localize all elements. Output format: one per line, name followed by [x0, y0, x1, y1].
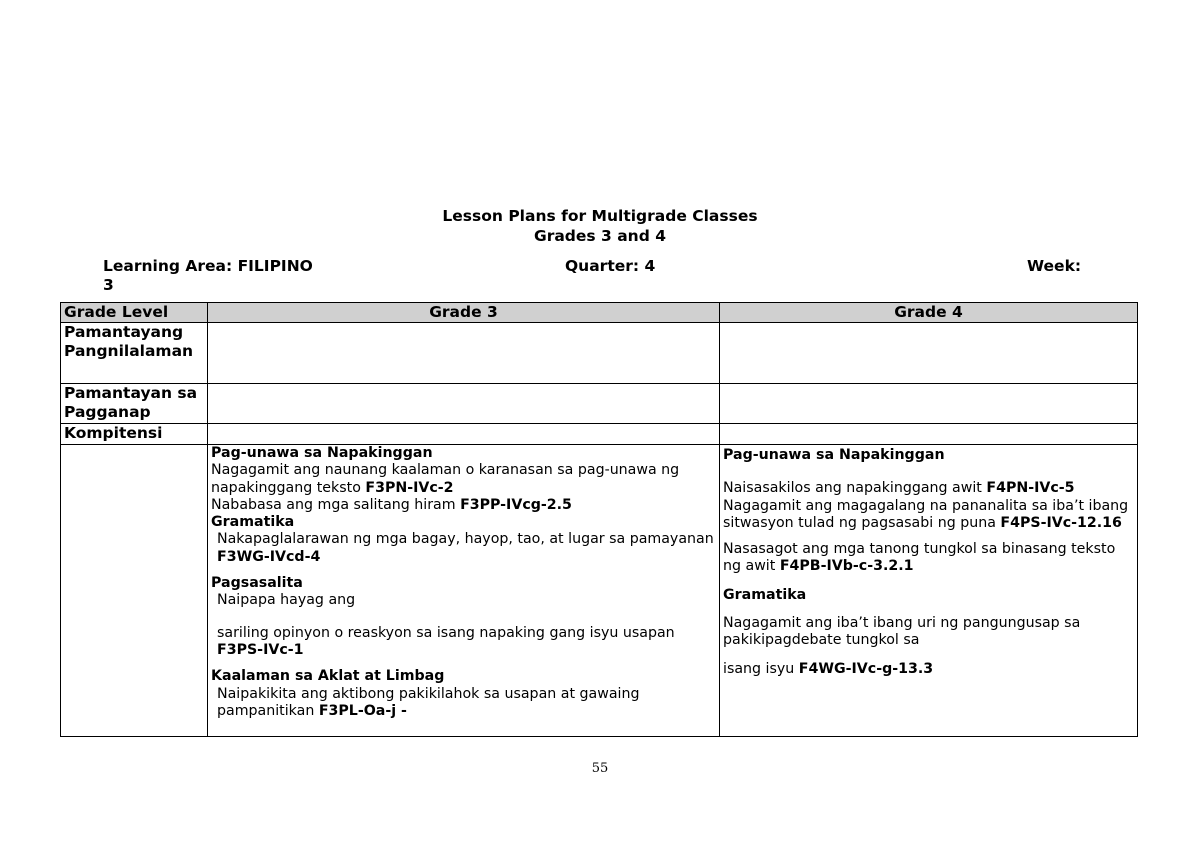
g3-item — [211, 531, 716, 566]
header-grade-3: Grade 3 — [208, 303, 720, 323]
header-grade-level: Grade Level — [61, 303, 208, 323]
document-title — [0, 206, 1200, 246]
g3-item-code: F3PP-IVcg-2.5 — [460, 496, 572, 513]
cell-empty — [720, 424, 1138, 445]
g4-item — [723, 480, 1134, 497]
week-value: 3 — [103, 276, 114, 294]
grade-4-competencies — [720, 445, 1138, 737]
header-grade-4: Grade 4 — [720, 303, 1138, 323]
g4-heading-pag-unawa: Pag-unawa sa Napakinggan — [723, 447, 945, 463]
row-label-pagganap: Pamantayan sa Pagganap — [61, 384, 208, 424]
g3-item — [211, 625, 716, 660]
quarter: Quarter: 4 — [565, 257, 656, 275]
g4-item-code: F4PN-IVc-5 — [986, 480, 1075, 497]
g3-item-text: Nababasa ang mga salitang hiram — [211, 496, 461, 513]
g4-item-text: Nagagamit ang magagalang na pananalita sa iba’t ibang sitwasyon tulad ng pagsasabi ng puna — [723, 497, 1129, 531]
cell-empty — [720, 323, 1138, 384]
g4-item-code: F4WG-IVc-g-13.3 — [798, 660, 934, 677]
table-row — [61, 384, 1138, 424]
table-row — [61, 424, 1138, 445]
title-line-2: Grades 3 and 4 — [533, 227, 666, 245]
g3-item — [211, 686, 716, 721]
g3-item-code: F3PN-IVc-2 — [365, 479, 454, 496]
g4-item — [723, 498, 1134, 533]
g3-item-code: F3PS-IVc-1 — [217, 641, 304, 658]
g3-heading-pagsasalita: Pagsasalita — [211, 575, 303, 592]
cell-empty — [720, 384, 1138, 424]
page-number: 55 — [591, 761, 609, 776]
row-label-pamantayang: Pamantayang Pangnilalaman — [61, 323, 208, 384]
g3-item-text: Nagagamit ang naunang kaalaman o karanasan sa pag-unawa ng napakinggang teksto — [211, 462, 680, 496]
g3-item: Naipapa hayag ang — [217, 592, 356, 609]
g3-item — [211, 462, 716, 497]
cell-empty — [61, 445, 208, 737]
g3-item-text: Nakapaglalarawan ng mga bagay, hayop, tao, at lugar sa pamayanan — [217, 531, 714, 548]
grade-3-competencies — [208, 445, 720, 737]
g3-heading-kaalaman: Kaalaman sa Aklat at Limbag — [211, 668, 445, 685]
week-label: Week: — [1027, 257, 1082, 275]
g3-item — [211, 497, 716, 514]
g4-item — [723, 541, 1134, 576]
table-row — [61, 323, 1138, 384]
g4-heading-gramatika: Gramatika — [723, 586, 807, 603]
table-row — [61, 445, 1138, 737]
lesson-plan-table — [60, 302, 1138, 737]
g4-item-code: F4PS-IVc-12.16 — [1000, 514, 1122, 531]
g3-item-code: F3PL-Oa-j - — [318, 702, 407, 719]
g3-item-code: F3WG-IVcd-4 — [217, 548, 321, 565]
g4-item-text: Nasasagot ang mga tanong tungkol sa binasang teksto ng awit — [723, 541, 1116, 575]
g4-item — [723, 661, 1134, 678]
g3-heading-gramatika: Gramatika — [211, 514, 295, 531]
g4-item-text: Naisasakilos ang napakinggang awit — [723, 480, 987, 497]
learning-area: Learning Area: FILIPINO — [103, 257, 313, 275]
g4-item: Nagagamit ang iba’t ibang uri ng pangungusap sa pakikipagdebate tungkol sa — [723, 615, 1081, 649]
g4-item-code: F4PB-IVb-c-3.2.1 — [779, 558, 914, 575]
cell-empty — [208, 424, 720, 445]
g4-item-text: isang isyu — [723, 660, 799, 677]
header-row — [61, 303, 1138, 323]
g3-heading-pag-unawa: Pag-unawa sa Napakinggan — [211, 445, 433, 461]
cell-empty — [208, 384, 720, 424]
row-label-kompitensi: Kompitensi — [61, 424, 208, 445]
g3-item-text: Naipakikita ang aktibong pakikilahok sa usapan at gawaing pampanitikan — [217, 685, 640, 719]
cell-empty — [208, 323, 720, 384]
title-line-1: Lesson Plans for Multigrade Classes — [442, 207, 758, 225]
g3-item-text: sariling opinyon o reaskyon sa isang napaking gang isyu usapan — [217, 624, 675, 641]
